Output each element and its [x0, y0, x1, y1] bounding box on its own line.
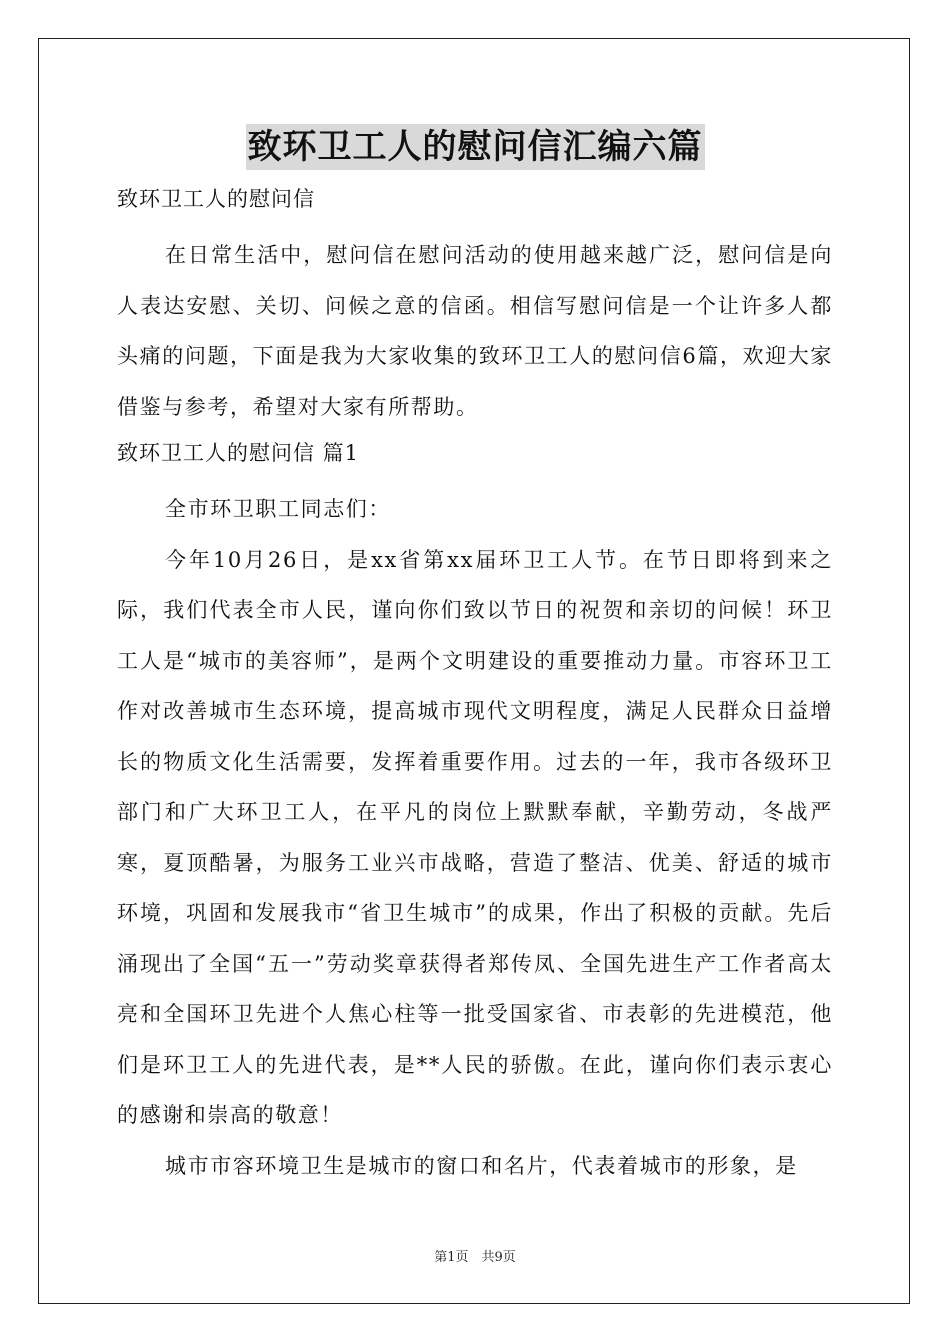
- page-number: 第1页 共9页: [434, 1250, 516, 1265]
- salutation: 全市环卫职工同志们：: [165, 497, 391, 521]
- document-body: [117, 178, 833, 1191]
- body-paragraph: 城市市容环境卫生是城市的窗口和名片，代表着城市的形象，是: [165, 1153, 798, 1178]
- body-paragraph: 今年10月26日，是xx省第xx届环卫工人节。在节日即将到来之际，我们代表全市人民，谨向你们致以节日的祝贺和亲切的问候！环卫工人是“城市的美容师”，是两个文明建设的重要推动力量。市容环卫工作对改善城市生态环境，提高城市现代文明程度，满足人民群众日益增长的物质文化生活需要，发挥着重要作用。过去的一年，我市各级环卫部门和广大环卫工人，在平凡的岗位上默默奉献，辛勤劳动，冬战严寒，夏顶酷暑，为服务工业兴市战略，营造了整洁、优美、舒适的城市环境，巩固和发展我市“省卫生城市”的成果，作出了积极的贡献。先后涌现出了全国“五一”劳动奖章获得者郑传凤、全国先进生产工作者高太亮和全国环卫先进个人焦心柱等一批受国家省、市表彰的先进模范，他们是环卫工人的先进代表，是**人民的骄傲。在此，谨向你们表示衷心的感谢和崇高的敬意！: [117, 547, 833, 1127]
- title-container: [0, 124, 950, 170]
- document-title: 致环卫工人的慰问信汇编六篇: [246, 124, 705, 170]
- subtitle: 致环卫工人的慰问信: [117, 187, 315, 211]
- intro-paragraph: 在日常生活中，慰问信在慰问活动的使用越来越广泛，慰问信是向人表达安慰、关切、问候之意的信函。相信写慰问信是一个让许多人都头痛的问题，下面是我为大家收集的致环卫工人的慰问信6篇，欢迎大家借鉴与参考，希望对大家有所帮助。: [117, 243, 833, 419]
- section-heading: 致环卫工人的慰问信 篇1: [117, 441, 360, 465]
